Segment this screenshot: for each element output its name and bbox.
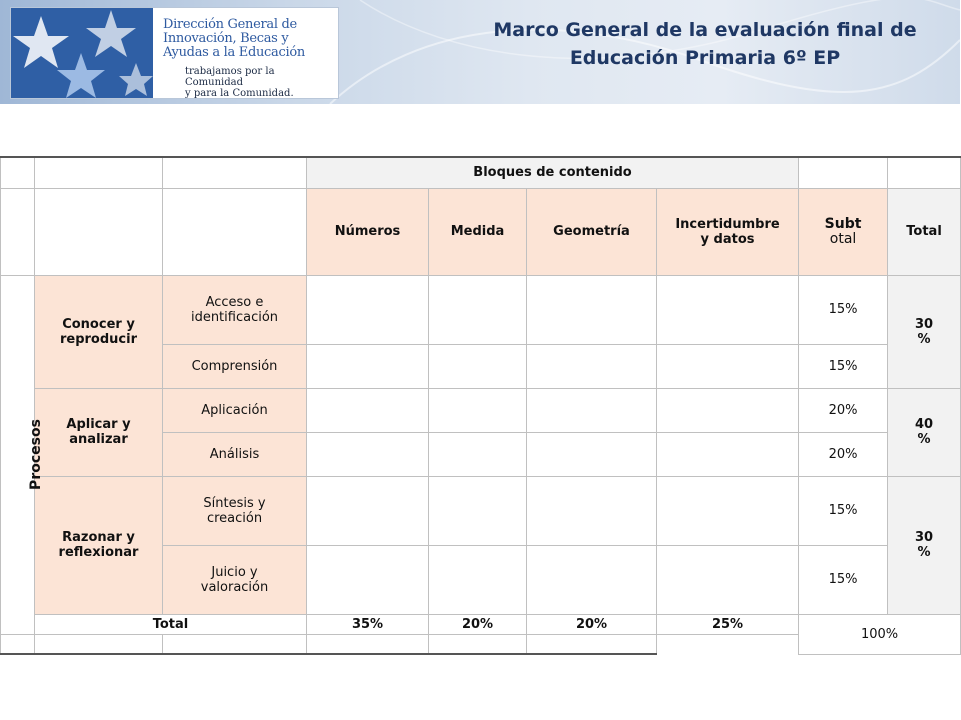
data-cell — [527, 388, 657, 432]
group-label — [35, 275, 163, 388]
process-label: Aplicación — [163, 388, 307, 432]
logo-line: Dirección General de — [163, 17, 297, 32]
total-medida: 20% — [429, 614, 527, 634]
data-cell — [307, 476, 429, 545]
empty-cell — [888, 157, 961, 188]
total-incertidumbre: 25% — [657, 614, 799, 634]
process-label-line: creación — [206, 510, 263, 526]
procesos-label: Procesos — [27, 419, 44, 490]
empty-cell — [1, 634, 35, 654]
data-cell — [527, 275, 657, 344]
subtotal-cell: 15% — [799, 545, 888, 614]
evaluation-framework-table — [0, 156, 961, 655]
subtotal-cell: 15% — [799, 476, 888, 545]
data-cell — [429, 432, 527, 476]
empty-cell — [35, 188, 163, 275]
table-row — [1, 275, 961, 344]
logo-line: Innovación, Becas y — [163, 31, 289, 46]
data-cell — [527, 476, 657, 545]
empty-cell — [1, 188, 35, 275]
process-label-line: valoración — [200, 579, 269, 595]
col-header-subtotal — [799, 188, 888, 275]
col-header-line: Subt — [824, 215, 862, 232]
col-header-incertidumbre — [657, 188, 799, 275]
process-label: Análisis — [163, 432, 307, 476]
subtotal-cell: 15% — [799, 275, 888, 344]
data-cell — [657, 432, 799, 476]
empty-cell — [163, 634, 307, 654]
process-label-line: Acceso e — [205, 294, 264, 310]
logo-line: Ayudas a la Educación — [163, 45, 305, 60]
procesos-cell — [1, 275, 44, 634]
bloques-header: Bloques de contenido — [307, 157, 799, 188]
table-header-row — [1, 157, 961, 188]
total-row-label: Total — [35, 614, 307, 634]
total-row — [1, 614, 961, 634]
data-cell — [429, 476, 527, 545]
group-total-line: 30 — [914, 316, 934, 332]
page-title — [490, 16, 920, 72]
process-label — [163, 275, 307, 344]
data-cell — [657, 476, 799, 545]
data-cell — [307, 432, 429, 476]
group-total-line: % — [917, 432, 931, 447]
data-cell — [307, 545, 429, 614]
logo-stars-graphic — [11, 8, 153, 98]
data-cell — [657, 388, 799, 432]
col-header-medida: Medida — [429, 188, 527, 275]
empty-cell — [163, 157, 307, 188]
table-row — [1, 476, 961, 545]
star-icon — [11, 8, 153, 98]
col-header-total: Total — [888, 188, 961, 275]
group-total-line: % — [917, 331, 931, 347]
group-label — [35, 476, 163, 614]
data-cell — [429, 388, 527, 432]
subtotal-cell: 15% — [799, 344, 888, 388]
data-cell — [429, 275, 527, 344]
empty-cell — [35, 634, 163, 654]
col-header-geometria: Geometría — [527, 188, 657, 275]
data-cell — [657, 275, 799, 344]
process-label: Comprensión — [163, 344, 307, 388]
data-cell — [307, 344, 429, 388]
data-cell — [527, 545, 657, 614]
empty-cell — [1, 157, 35, 188]
col-header-line: Incertidumbre — [675, 216, 780, 232]
process-label — [163, 476, 307, 545]
group-label-line: analizar — [69, 432, 128, 447]
empty-cell — [163, 188, 307, 275]
total-numeros: 35% — [307, 614, 429, 634]
group-total-line: % — [917, 545, 931, 560]
subtotal-cell: 20% — [799, 388, 888, 432]
total-geometria: 20% — [527, 614, 657, 634]
data-cell — [429, 344, 527, 388]
column-header-row — [1, 188, 961, 275]
group-label-line: reproducir — [59, 331, 137, 347]
data-cell — [527, 432, 657, 476]
empty-cell — [35, 157, 163, 188]
data-cell — [429, 545, 527, 614]
grand-total-cell: 100% — [799, 614, 961, 654]
subtotal-cell: 20% — [799, 432, 888, 476]
data-cell — [307, 275, 429, 344]
group-total-line: 40 — [914, 417, 934, 432]
group-label — [35, 388, 163, 476]
page-title-line: Marco General de la evaluación final de — [493, 19, 917, 41]
group-total-cell — [888, 388, 961, 476]
table-row — [1, 388, 961, 432]
process-label-line: Síntesis y — [203, 495, 266, 511]
col-header-line: otal — [829, 230, 857, 247]
empty-cell — [429, 634, 527, 654]
data-cell — [657, 344, 799, 388]
data-cell — [657, 545, 799, 614]
col-header-numeros: Números — [307, 188, 429, 275]
empty-cell — [307, 634, 429, 654]
data-cell — [307, 388, 429, 432]
process-label-line: identificación — [190, 309, 279, 325]
data-cell — [527, 344, 657, 388]
col-header-line: y datos — [700, 231, 755, 247]
logo-tagline: trabajamos por la Comunidad — [185, 66, 275, 88]
group-label-line: Aplicar y — [66, 417, 131, 432]
group-total-cell — [888, 476, 961, 614]
logo-tagline: y para la Comunidad. — [185, 88, 294, 99]
empty-cell — [527, 634, 657, 654]
group-label-line: Razonar y — [62, 530, 135, 545]
logo-text — [163, 18, 333, 99]
process-label-line: Juicio y — [211, 564, 258, 580]
logo — [10, 7, 339, 99]
process-label — [163, 545, 307, 614]
group-label-line: Conocer y — [62, 316, 135, 332]
group-total-line: 30 — [914, 530, 934, 545]
page-title-line: Educación Primaria 6º EP — [569, 47, 841, 69]
group-total-cell — [888, 275, 961, 388]
group-label-line: reflexionar — [58, 545, 139, 560]
empty-cell — [799, 157, 888, 188]
header-banner — [0, 0, 960, 104]
